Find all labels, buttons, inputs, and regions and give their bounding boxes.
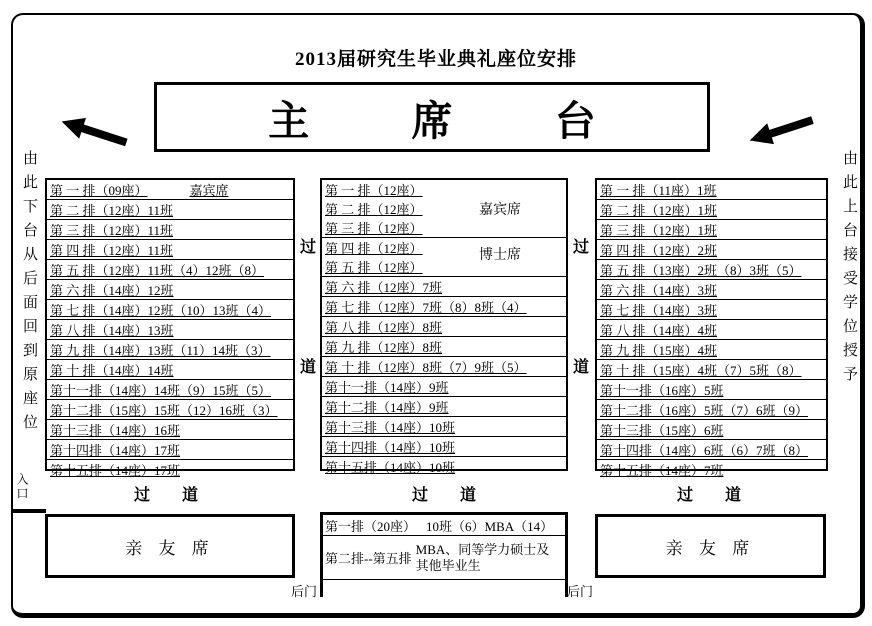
row-label: 第 九 排（14座）13班（11）14班（3） — [50, 343, 271, 358]
seat-row — [322, 277, 566, 297]
seat-row — [47, 180, 293, 200]
stage-access-arrow-icon — [746, 110, 818, 150]
seat-row — [47, 400, 293, 420]
back-door-left-label: 后门 — [291, 584, 318, 599]
row-label: 第 二 排（12座） — [325, 202, 423, 217]
aisle-char: 道 — [299, 359, 316, 376]
seat-row — [47, 420, 293, 440]
seat-row — [47, 440, 293, 460]
row-note-guest-seats: 嘉宾席 — [189, 183, 229, 198]
row-label: 第 十 排（12座）8班（7）9班（5） — [325, 360, 527, 375]
seat-row — [322, 297, 566, 317]
row-label: 第 十 排（15座）4班（7）5班（8） — [600, 363, 802, 378]
seat-row — [47, 240, 293, 260]
seat-row — [322, 238, 566, 257]
row-label: 第十三排（14座）10班 — [325, 420, 456, 435]
stage-box — [154, 82, 710, 152]
row-label: 第十一排（16座）5班 — [600, 383, 724, 398]
row-label: 第十四排（14座）10班 — [325, 440, 456, 455]
seat-row — [597, 260, 826, 280]
row-label: 第 七 排（12座）7班（8）8班（4） — [325, 300, 527, 315]
seat-row — [597, 280, 826, 300]
page-title: 2013届研究生毕业典礼座位安排 — [294, 49, 577, 70]
seat-row — [47, 220, 293, 240]
seat-row — [47, 460, 293, 479]
row-label: 第 八 排（14座）4班 — [600, 323, 718, 338]
doctoral-seats-group-label: 博士席 — [479, 248, 521, 263]
seating-column-left — [45, 178, 295, 478]
row-label: 第 四 排（12座）2班 — [600, 243, 718, 258]
seat-row — [322, 317, 566, 337]
seat-row — [47, 340, 293, 360]
row-label: 第 十 排（14座）14班 — [50, 363, 174, 378]
seat-row — [322, 417, 566, 437]
exit-route-note: 由此下台从后面回到原座位 — [21, 150, 37, 438]
row-label: 第十二排（16座）5班（7）6班（9） — [600, 403, 809, 418]
seat-row — [47, 200, 293, 220]
graduates-overflow-table — [320, 512, 568, 597]
guest-seats-group-label: 嘉宾席 — [479, 203, 521, 218]
row-label: 第 七 排（14座）3班 — [600, 303, 718, 318]
seat-row — [322, 437, 566, 457]
seat-row — [47, 300, 293, 320]
seat-row — [322, 218, 566, 238]
back-door-gap — [323, 580, 565, 596]
aisle-char: 过 — [299, 239, 316, 256]
aisle-bottom-center: 过 道 — [412, 487, 491, 504]
row-label: 第十四排（14座）6班（6）7班（8） — [600, 443, 809, 458]
row-label: 第 一 排（12座） — [325, 183, 423, 198]
row-label: 第 六 排（12座）7班 — [325, 280, 443, 295]
row-label: 第 六 排（14座）12班 — [50, 283, 174, 298]
seat-row — [597, 240, 826, 260]
overflow-row-2-label: 第二排--第五排 — [325, 551, 412, 566]
seat-row — [47, 360, 293, 380]
seat-row — [322, 377, 566, 397]
row-label: 第十三排（14座）16班 — [50, 423, 181, 438]
row-label: 第 一 排（09座） — [50, 183, 148, 198]
seat-row — [322, 397, 566, 417]
row-label: 第十一排（14座）14班（9）15班（5） — [50, 383, 272, 398]
overflow-row-2-value: MBA、同等学力硕士及其他毕业生 — [415, 541, 550, 573]
row-label: 第 三 排（12座）1班 — [600, 223, 718, 238]
stage-label: 主 席 台 — [268, 97, 642, 144]
row-label: 第 四 排（12座）11班 — [50, 243, 174, 258]
aisle-bottom-right: 过 道 — [677, 487, 756, 504]
row-label: 第 五 排（12座）11班（4）12班（8） — [50, 263, 265, 278]
overflow-row-2 — [323, 536, 565, 580]
row-label: 第 二 排（12座）11班 — [50, 203, 174, 218]
seat-row — [597, 300, 826, 320]
row-label: 第 七 排（14座）12班（10）13班（4） — [50, 303, 272, 318]
row-label: 第 六 排（14座）3班 — [600, 283, 718, 298]
row-label: 第 九 排（15座）4班 — [600, 343, 718, 358]
family-seats-label: 亲 友 席 — [125, 538, 215, 558]
exit-direction-arrow-icon — [56, 112, 132, 152]
aisle-vertical-left — [296, 178, 320, 471]
row-label: 第 八 排（12座）8班 — [325, 320, 443, 335]
seat-row — [597, 400, 826, 420]
row-label: 第十五排（14座）17班 — [50, 463, 181, 478]
stage-access-note: 由此上台接受学位授予 — [841, 150, 857, 390]
seat-row — [322, 357, 566, 377]
aisle-vertical-right — [569, 178, 593, 471]
family-seats-left-box — [45, 514, 295, 578]
seat-row — [597, 180, 826, 200]
entrance-divider-line — [13, 509, 46, 513]
seat-row — [322, 180, 566, 199]
row-label: 第 九 排（12座）8班 — [325, 340, 443, 355]
seat-row — [597, 420, 826, 440]
row-label: 第十二排（14座）9班 — [325, 400, 449, 415]
seat-row — [597, 220, 826, 240]
seat-row — [47, 280, 293, 300]
seat-row — [597, 440, 826, 460]
seat-row — [47, 320, 293, 340]
seat-row — [597, 380, 826, 400]
row-label: 第 三 排（12座）11班 — [50, 223, 174, 238]
family-seats-label: 亲 友 席 — [665, 538, 756, 558]
seat-row — [47, 260, 293, 280]
overflow-row-1 — [323, 515, 565, 536]
row-label: 第十四排（14座）17班 — [50, 443, 181, 458]
seating-column-middle — [320, 178, 568, 475]
seat-row — [47, 380, 293, 400]
seat-row — [597, 340, 826, 360]
row-label: 第 五 排（12座） — [325, 260, 423, 275]
back-door-right-label: 后门 — [567, 584, 594, 599]
seating-column-right — [595, 178, 828, 478]
aisle-char: 过 — [572, 239, 589, 256]
seat-row — [322, 257, 566, 277]
row-label: 第十五排（14座）7班 — [600, 463, 724, 478]
row-label: 第 五 排（13座）2班（8）3班（5） — [600, 263, 802, 278]
row-label: 第 八 排（14座）13班 — [50, 323, 174, 338]
seat-row — [597, 200, 826, 220]
seat-row — [597, 360, 826, 380]
family-seats-right-box — [595, 514, 826, 578]
aisle-char: 道 — [572, 359, 589, 376]
row-label: 第十一排（14座）9班 — [325, 380, 449, 395]
aisle-bottom-left: 过 道 — [134, 487, 213, 504]
overflow-row-1-value: 10班（6）MBA（14） — [426, 518, 554, 534]
seat-row — [597, 320, 826, 340]
row-label: 第十三排（15座）6班 — [600, 423, 724, 438]
entrance-label: 入口 — [15, 473, 29, 501]
overflow-row-1-label: 第一排（20座） — [325, 518, 417, 534]
seat-row — [322, 199, 566, 218]
row-label: 第 二 排（12座）1班 — [600, 203, 718, 218]
row-label: 第十二排（15座）15班（12）16班（3） — [50, 403, 278, 418]
row-label: 第 一 排（11座）1班 — [600, 183, 717, 198]
row-label: 第十五排（14座）10班 — [325, 460, 456, 475]
seat-row — [322, 337, 566, 357]
row-label: 第 三 排（12座） — [325, 221, 423, 236]
seat-row — [322, 457, 566, 476]
seat-row — [597, 460, 826, 479]
row-label: 第 四 排（12座） — [325, 241, 423, 256]
